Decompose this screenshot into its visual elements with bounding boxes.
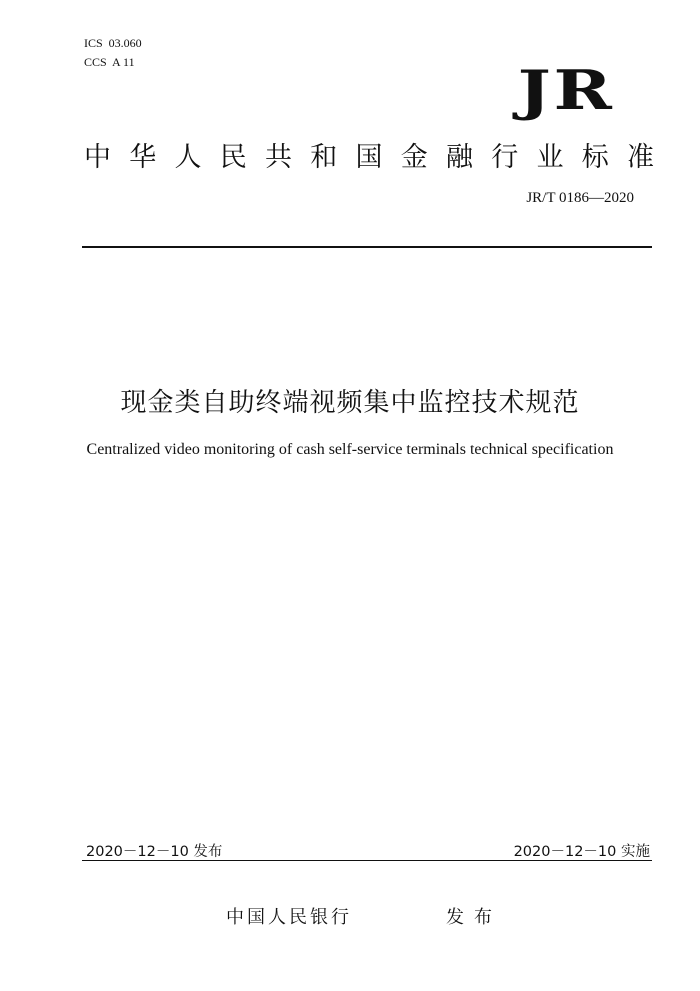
header-divider: [82, 246, 652, 248]
release-date: 2020－12－10 发布: [86, 844, 223, 860]
title-char: 国: [355, 142, 383, 173]
title-char: 准: [627, 142, 654, 173]
title-char: 金: [400, 142, 428, 173]
title-char: 华: [129, 142, 157, 173]
classification-codes: [84, 34, 142, 72]
standard-number: JR/T 0186—2020: [526, 190, 634, 206]
footer-divider: [82, 860, 652, 861]
title-char: 行: [491, 142, 519, 173]
document-title-chinese: 现金类自助终端视频集中监控技术规范: [120, 388, 580, 418]
jr-logo: JR: [517, 58, 614, 122]
standard-category-title: [84, 135, 654, 174]
title-char: 融: [446, 142, 473, 173]
title-char: 业: [536, 142, 564, 173]
ics-code: ICS 03.060: [84, 36, 142, 50]
implementation-date: 2020－12－10 实施: [513, 844, 650, 860]
publish-label: 发布: [446, 907, 502, 928]
publisher-name: 中国人民银行: [226, 907, 352, 928]
ccs-code: CCS A 11: [84, 55, 135, 69]
title-char: 中: [84, 142, 111, 173]
title-char: 共: [265, 142, 292, 173]
document-title-english: Centralized video monitoring of cash self-service terminals technical specification: [86, 441, 614, 458]
title-char: 民: [219, 142, 247, 173]
title-char: 标: [581, 142, 609, 173]
title-char: 和: [310, 142, 338, 173]
title-char: 人: [174, 142, 202, 173]
